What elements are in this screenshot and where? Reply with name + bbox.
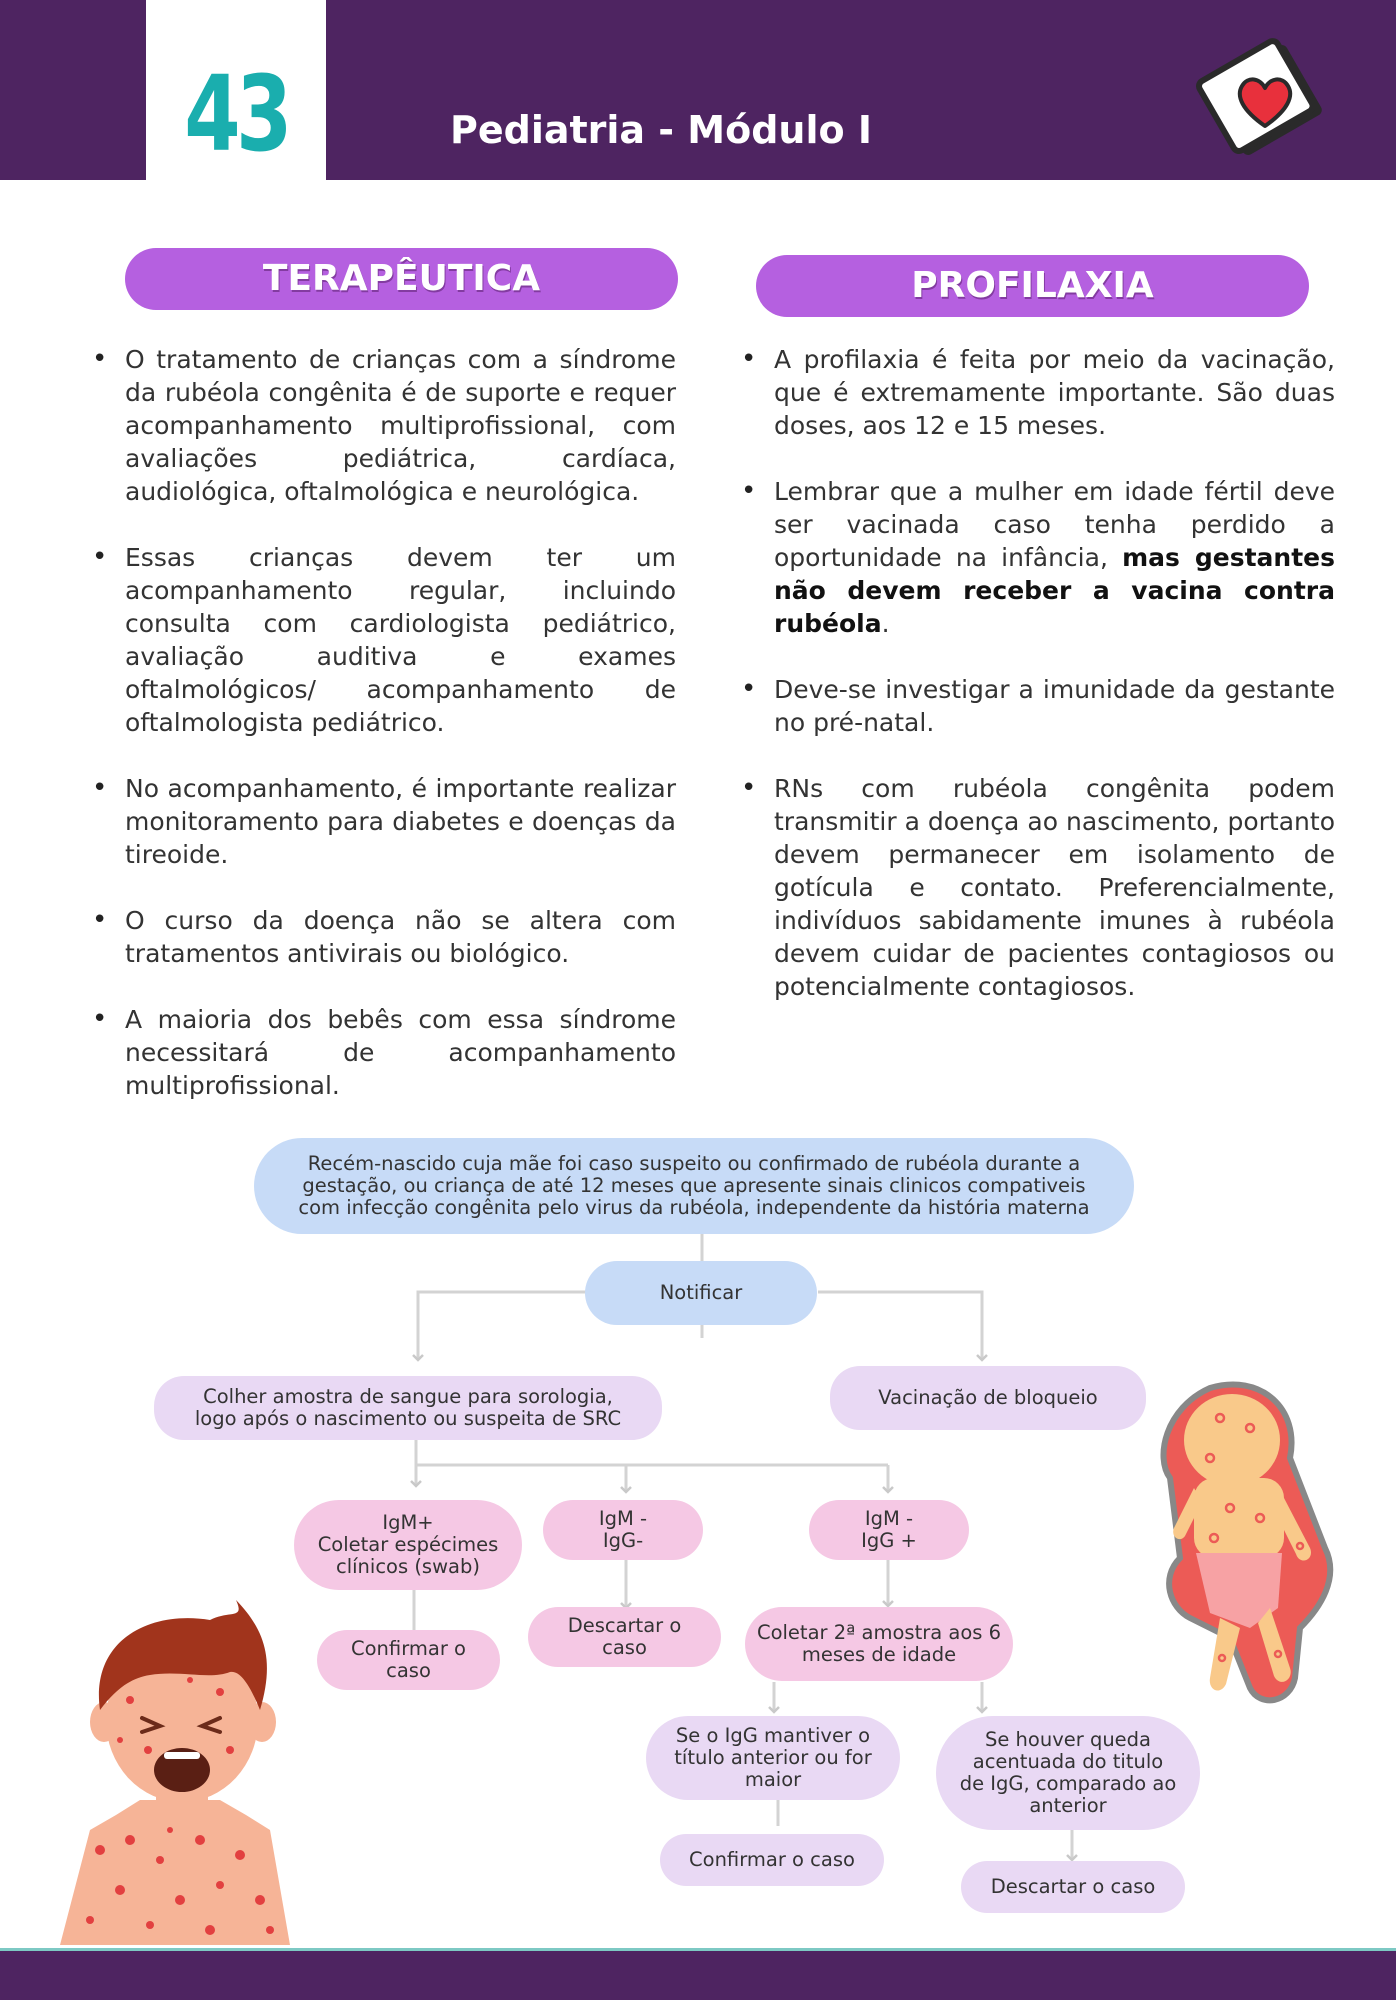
profilaxia-title: PROFILAXIA: [756, 255, 1309, 317]
list-item-text-end: .: [881, 609, 890, 638]
flow-vaccination-node: Vacinação de bloqueio: [830, 1366, 1146, 1430]
list-item: • Essas crianças devem ter um acompanhamento regular, incluindo consulta com cardiologista pediátrico, avaliação auditiva e exames oftalmológicos/ acompanhamento de oftalmologista pediátrico.: [96, 541, 676, 739]
flow-discard-node-1: Descartar o caso: [528, 1607, 721, 1667]
terapeutica-title: TERAPÊUTICA: [125, 248, 678, 310]
list-item: • O curso da doença não se altera com tratamentos antivirais ou biológico.: [96, 904, 676, 970]
flow-igg-drop-node: Se houver queda acentuada do titulo de IgG, comparado ao anterior: [936, 1716, 1200, 1830]
baby-illustration: [1150, 1378, 1340, 1708]
list-item: • RNs com rubéola congênita podem transmitir a doença ao nascimento, portanto devem permanecer em isolamento de gotícula e contato. Preferencialmente, indivíduos sabidamente imunes à rubéola devem cuidar de pacientes contagiosos ou potencialmente contagiosos.: [745, 772, 1335, 1003]
list-item: • O tratamento de crianças com a síndrome da rubéola congênita é de suporte e requer acompanhamento multiprofissional, com avaliações pediátrica, cardíaca, audiológica, oftalmológica e neurológica.: [96, 343, 676, 508]
flow-confirm-node-1: Confirmar o caso: [317, 1630, 500, 1690]
list-item-text: Lembrar que a mulher em idade fértil deve ser vacinada caso tenha perdido a oportunidade na infância,: [774, 477, 1335, 572]
list-item: • A maioria dos bebês com essa síndrome necessitará de acompanhamento multiprofissional.: [96, 1003, 676, 1102]
list-item: • No acompanhamento, é importante realizar monitoramento para diabetes e doenças da tireoide.: [96, 772, 676, 871]
list-item-bold-text: mas gestantes não devem receber a vacina contra rubéola: [774, 543, 1336, 638]
page-number: 43: [184, 53, 288, 175]
list-item: • A profilaxia é feita por meio da vacinação, que é extremamente importante. São duas doses, aos 12 e 15 meses.: [745, 343, 1335, 442]
flow-igg-maintain-node: Se o IgG mantiver o título anterior ou for maior: [646, 1716, 900, 1800]
flow-notify-node: Notificar: [585, 1261, 817, 1325]
flow-confirm-node-2: Confirmar o caso: [660, 1834, 884, 1886]
flow-igm-neg-igg-pos-node: IgM - IgG +: [809, 1500, 969, 1560]
sick-child-illustration: [60, 1600, 300, 1945]
flow-collect-node: Colher amostra de sangue para sorologia, logo após o nascimento ou suspeita de SRC: [154, 1376, 662, 1440]
flow-second-sample-node: Coletar 2ª amostra aos 6 meses de idade: [745, 1607, 1013, 1681]
flow-start-node: Recém-nascido cuja mãe foi caso suspeito ou confirmado de rubéola durante a gestação, ou criança de até 12 meses que apresente sinais clinicos compativeis com infecção congênita pelo virus da rubéola, independente da história materna: [254, 1138, 1134, 1234]
flow-discard-node-2: Descartar o caso: [961, 1861, 1185, 1913]
flow-igm-positive-node: IgM+ Coletar espécimes clínicos (swab): [294, 1500, 522, 1590]
flow-igm-neg-igg-neg-node: IgM - IgG-: [543, 1500, 703, 1560]
footer-bar: [0, 1948, 1396, 2000]
page-title: Pediatria - Módulo I: [450, 108, 872, 152]
list-item: • Deve-se investigar a imunidade da gestante no pré-natal.: [745, 673, 1335, 739]
